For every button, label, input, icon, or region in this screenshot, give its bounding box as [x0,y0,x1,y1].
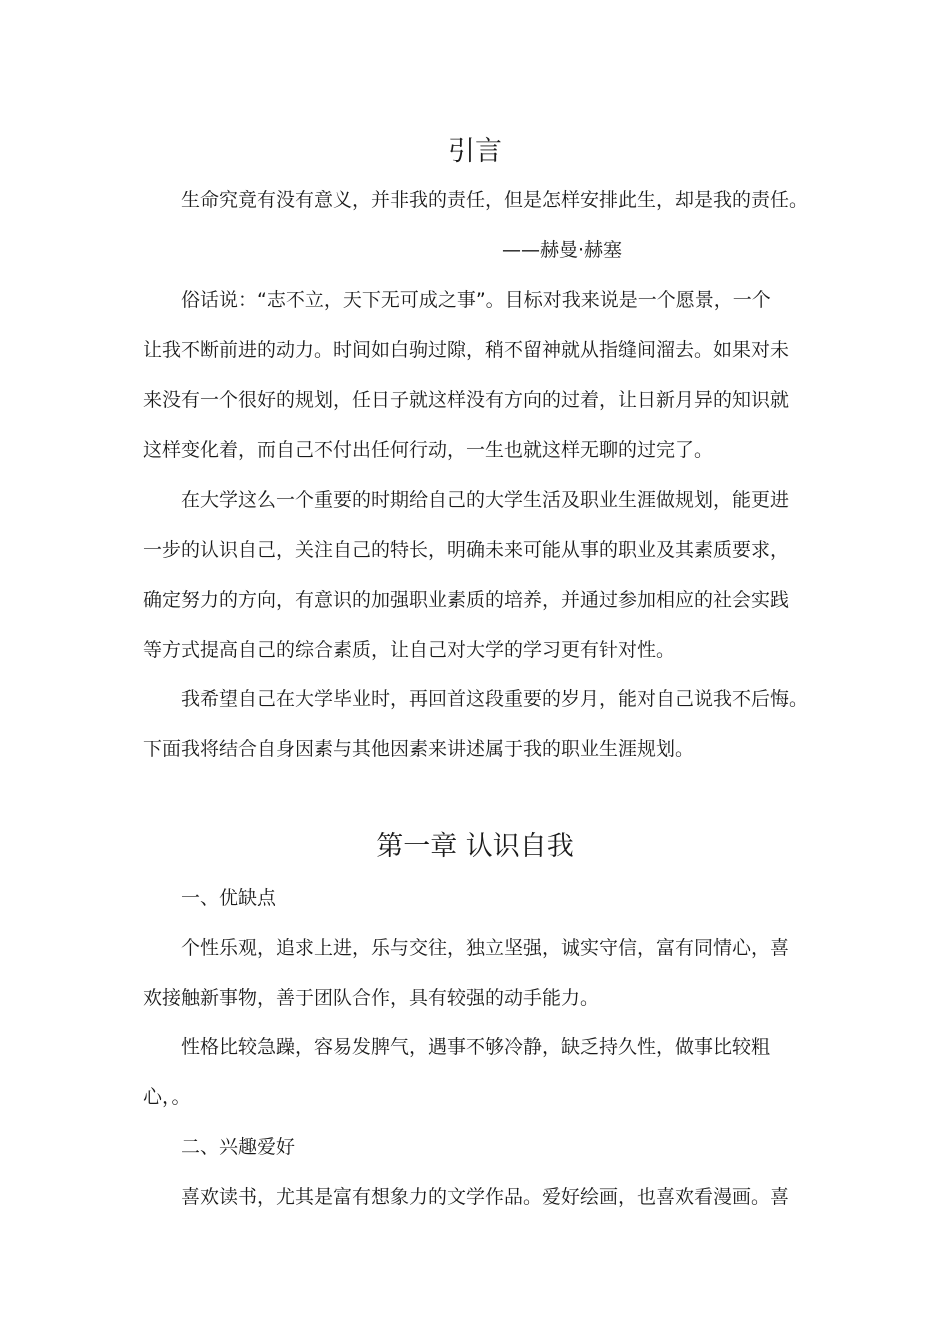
quote-attribution: ——赫曼·赫塞 [502,239,623,261]
intro-title: 引言 [448,136,502,167]
paragraph-line: 这样变化着，而自己不付出任何行动，一生也就这样无聊的过完了。 [143,439,714,461]
paragraph-line: 欢接触新事物，善于团队合作，具有较强的动手能力。 [143,987,600,1009]
paragraph-line: 下面我将结合自身因素与其他因素来讲述属于我的职业生涯规划。 [143,738,695,760]
paragraph-line: 个性乐观，追求上进，乐与交往，独立坚强，诚实守信，富有同情心，喜 [181,937,790,959]
paragraph-line: 确定努力的方向，有意识的加强职业素质的培养，并通过参加相应的社会实践 [143,589,790,611]
paragraph-line: 一步的认识自己，关注自己的特长，明确未来可能从事的职业及其素质要求， [143,539,790,561]
paragraph-line: 让我不断前进的动力。时间如白驹过隙，稍不留神就从指缝间溜去。如果对未 [143,339,790,361]
section-heading: 一、优缺点 [181,887,277,909]
section-heading: 二、兴趣爱好 [181,1136,296,1158]
paragraph-line: 来没有一个很好的规划，任日子就这样没有方向的过着，让日新月异的知识就 [143,389,790,411]
paragraph-line: 在大学这么一个重要的时期给自己的大学生活及职业生涯做规划，能更进 [181,489,790,511]
paragraph-line: 俗话说：“志不立，天下无可成之事”。目标对我来说是一个愿景，一个 [181,289,771,311]
paragraph-line: 性格比较急躁，容易发脾气，遇事不够冷静，缺乏持久性，做事比较粗 [181,1036,771,1058]
intro-quote: 生命究竟有没有意义，并非我的责任，但是怎样安排此生，却是我的责任。 [181,189,809,211]
paragraph-line: 喜欢读书，尤其是富有想象力的文学作品。爱好绘画，也喜欢看漫画。喜 [181,1186,790,1208]
paragraph-line: 我希望自己在大学毕业时，再回首这段重要的岁月，能对自己说我不后悔。 [181,688,809,710]
paragraph-line: 等方式提高自己的综合素质，让自己对大学的学习更有针对性。 [143,639,676,661]
paragraph-line: 心，。 [143,1086,191,1108]
chapter-title: 第一章 认识自我 [376,831,574,862]
